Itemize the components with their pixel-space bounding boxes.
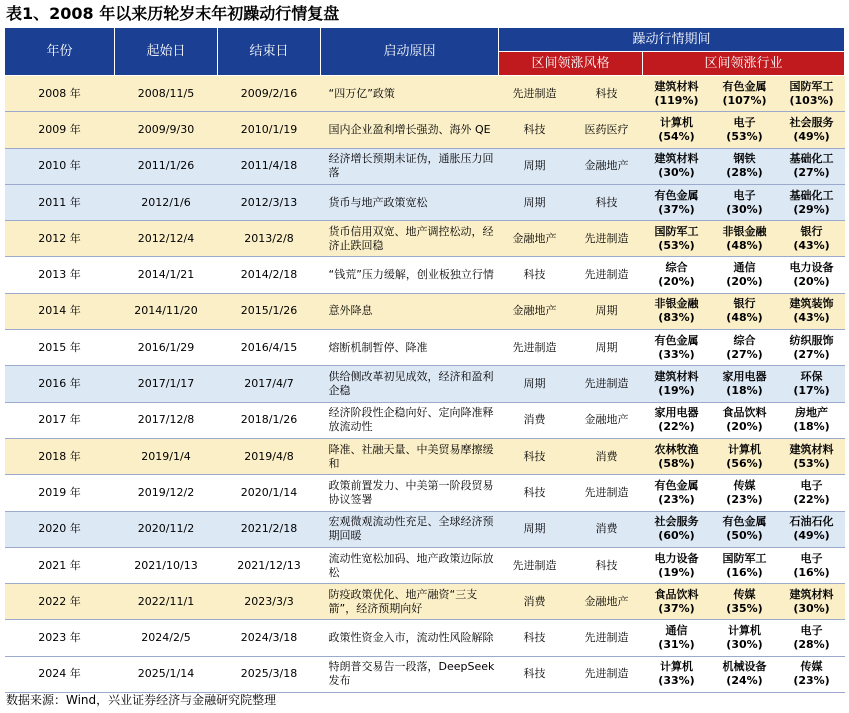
cell-industry-2 (711, 221, 779, 257)
cell-reason: 防疫政策优化、地产融资“三支箭”，经济预期向好 (321, 584, 499, 620)
cell-reason: 政策前置发力、中美第一阶段贸易协议签署 (321, 475, 499, 511)
cell-year: 2011 年 (5, 184, 115, 220)
cell-industry-1 (643, 475, 711, 511)
industry-name: 石油石化 (789, 515, 834, 529)
cell-style-1: 金融地产 (499, 293, 571, 329)
cell-industry-2 (711, 148, 779, 184)
industry-gain: (28%) (793, 638, 830, 652)
cell-industry-2 (711, 656, 779, 692)
cell-industry-2 (711, 402, 779, 438)
industry-gain: (54%) (658, 129, 695, 143)
cell-year: 2021 年 (5, 547, 115, 583)
industry-name: 传媒 (800, 660, 823, 674)
industry-name: 基础化工 (789, 152, 834, 166)
header-period: 躁动行情期间 (499, 28, 845, 52)
cell-industry-3 (779, 366, 845, 402)
table-row (5, 402, 845, 438)
industry-gain: (27%) (793, 347, 830, 361)
cell-reason: 特朗普交易告一段落，DeepSeek 发布 (321, 656, 499, 692)
industry-name: 电子 (800, 624, 823, 638)
cell-end: 2025/3/18 (218, 656, 321, 692)
industry-name: 综合 (665, 261, 688, 275)
industry-gain: (31%) (658, 638, 695, 652)
industry-gain: (23%) (726, 492, 763, 506)
cell-industry-1 (643, 293, 711, 329)
cell-industry-3 (779, 547, 845, 583)
cell-industry-3 (779, 584, 845, 620)
industry-gain: (18%) (726, 384, 763, 398)
cell-start: 2016/1/29 (115, 330, 218, 366)
industry-gain: (49%) (793, 129, 830, 143)
table-row (5, 620, 845, 656)
cell-start: 2011/1/26 (115, 148, 218, 184)
cell-style-2: 先进制造 (571, 257, 643, 293)
source-note: 数据来源：Wind，兴业证券经济与金融研究院整理 (6, 693, 277, 707)
cell-industry-2 (711, 330, 779, 366)
industry-gain: (22%) (658, 420, 695, 434)
cell-start: 2025/1/14 (115, 656, 218, 692)
industry-name: 房地产 (795, 406, 829, 420)
industry-name: 家用电器 (722, 370, 767, 384)
cell-style-2: 周期 (571, 293, 643, 329)
cell-style-1: 科技 (499, 438, 571, 474)
cell-industry-1 (643, 366, 711, 402)
cell-reason: 货币与地产政策宽松 (321, 184, 499, 220)
industry-name: 社会服务 (789, 115, 834, 129)
cell-reason: 熔断机制暂停、降准 (321, 330, 499, 366)
table-row (5, 184, 845, 220)
table-row (5, 656, 845, 692)
cell-industry-2 (711, 475, 779, 511)
cell-start: 2009/9/30 (115, 112, 218, 148)
cell-end: 2014/2/18 (218, 257, 321, 293)
cell-start: 2014/11/20 (115, 293, 218, 329)
table-row (5, 257, 845, 293)
industry-name: 机械设备 (722, 660, 767, 674)
cell-reason: 降准、社融天量、中美贸易摩擦缓和 (321, 438, 499, 474)
industry-name: 计算机 (728, 624, 761, 638)
industry-gain: (58%) (658, 456, 695, 470)
cell-reason: 意外降息 (321, 293, 499, 329)
industry-gain: (16%) (793, 565, 830, 579)
table-title: 表1、2008 年以来历轮岁末年初躁动行情复盘 (6, 4, 340, 23)
cell-reason: 流动性宽松加码、地产政策边际放松 (321, 547, 499, 583)
industry-name: 有色金属 (654, 188, 699, 202)
cell-start: 2022/11/1 (115, 584, 218, 620)
industry-name: 社会服务 (654, 515, 699, 529)
cell-industry-2 (711, 438, 779, 474)
cell-industry-3 (779, 475, 845, 511)
industry-gain: (22%) (793, 492, 830, 506)
cell-year: 2020 年 (5, 511, 115, 547)
cell-industry-1 (643, 184, 711, 220)
cell-reason: 宏观微观流动性充足、全球经济预期回暖 (321, 511, 499, 547)
cell-reason: 政策性资金入市，流动性风险解除 (321, 620, 499, 656)
header-reason: 启动原因 (321, 28, 499, 76)
cell-industry-2 (711, 293, 779, 329)
cell-start: 2012/12/4 (115, 221, 218, 257)
header-start: 起始日 (115, 28, 218, 76)
cell-start: 2024/2/5 (115, 620, 218, 656)
cell-year: 2023 年 (5, 620, 115, 656)
cell-end: 2016/4/15 (218, 330, 321, 366)
cell-style-2: 科技 (571, 547, 643, 583)
cell-year: 2022 年 (5, 584, 115, 620)
cell-year: 2009 年 (5, 112, 115, 148)
industry-name: 计算机 (728, 442, 761, 456)
industry-gain: (48%) (726, 238, 763, 252)
table-row (5, 511, 845, 547)
cell-end: 2015/1/26 (218, 293, 321, 329)
industry-gain: (20%) (658, 275, 695, 289)
cell-style-2: 先进制造 (571, 475, 643, 511)
cell-style-2: 周期 (571, 330, 643, 366)
industry-name: 家用电器 (654, 406, 699, 420)
industry-gain: (50%) (726, 529, 763, 543)
cell-end: 2018/1/26 (218, 402, 321, 438)
industry-name: 有色金属 (654, 333, 699, 347)
cell-style-1: 科技 (499, 257, 571, 293)
industry-name: 有色金属 (722, 79, 767, 93)
cell-end: 2011/4/18 (218, 148, 321, 184)
cell-industry-3 (779, 76, 845, 112)
industry-name: 建筑材料 (654, 370, 699, 384)
cell-industry-3 (779, 257, 845, 293)
cell-reason: 经济阶段性企稳向好、定向降准释放流动性 (321, 402, 499, 438)
cell-industry-2 (711, 547, 779, 583)
cell-style-2: 金融地产 (571, 584, 643, 620)
header-industry: 区间领涨行业 (643, 52, 845, 76)
industry-gain: (17%) (793, 384, 830, 398)
cell-style-1: 科技 (499, 620, 571, 656)
cell-industry-2 (711, 620, 779, 656)
industry-name: 非银金融 (654, 297, 699, 311)
cell-style-2: 金融地产 (571, 148, 643, 184)
industry-name: 建筑材料 (654, 152, 699, 166)
industry-gain: (30%) (793, 601, 830, 615)
industry-gain: (60%) (658, 529, 695, 543)
industry-name: 通信 (665, 624, 688, 638)
cell-industry-1 (643, 511, 711, 547)
cell-industry-1 (643, 221, 711, 257)
industry-gain: (37%) (658, 202, 695, 216)
industry-gain: (53%) (658, 238, 695, 252)
industry-gain: (103%) (789, 93, 834, 107)
cell-style-1: 周期 (499, 511, 571, 547)
table-row (5, 330, 845, 366)
industry-gain: (33%) (658, 347, 695, 361)
cell-style-2: 消费 (571, 511, 643, 547)
industry-name: 非银金融 (722, 224, 767, 238)
cell-industry-1 (643, 402, 711, 438)
cell-industry-1 (643, 257, 711, 293)
industry-name: 农林牧渔 (654, 442, 699, 456)
industry-name: 国防军工 (789, 79, 834, 93)
cell-industry-3 (779, 112, 845, 148)
cell-industry-2 (711, 76, 779, 112)
cell-year: 2017 年 (5, 402, 115, 438)
industry-gain: (119%) (654, 93, 699, 107)
cell-reason: 供给侧改革初见成效，经济和盈利企稳 (321, 366, 499, 402)
cell-year: 2019 年 (5, 475, 115, 511)
industry-gain: (30%) (658, 166, 695, 180)
industry-name: 食品饮料 (654, 587, 699, 601)
cell-industry-1 (643, 76, 711, 112)
industry-name: 银行 (733, 297, 756, 311)
table-row (5, 475, 845, 511)
cell-start: 2017/12/8 (115, 402, 218, 438)
cell-start: 2019/12/2 (115, 475, 218, 511)
cell-industry-1 (643, 438, 711, 474)
industry-name: 传媒 (733, 587, 756, 601)
cell-year: 2010 年 (5, 148, 115, 184)
industry-gain: (19%) (658, 565, 695, 579)
industry-gain: (20%) (793, 275, 830, 289)
cell-industry-2 (711, 584, 779, 620)
industry-gain: (56%) (726, 456, 763, 470)
industry-gain: (18%) (793, 420, 830, 434)
industry-name: 电力设备 (789, 261, 834, 275)
cell-style-1: 先进制造 (499, 330, 571, 366)
industry-gain: (53%) (726, 129, 763, 143)
industry-name: 环保 (800, 370, 823, 384)
cell-end: 2012/3/13 (218, 184, 321, 220)
table-row (5, 148, 845, 184)
industry-name: 电子 (800, 478, 823, 492)
cell-end: 2020/1/14 (218, 475, 321, 511)
industry-gain: (27%) (793, 166, 830, 180)
cell-end: 2024/3/18 (218, 620, 321, 656)
cell-style-2: 先进制造 (571, 221, 643, 257)
table-row (5, 584, 845, 620)
cell-industry-3 (779, 620, 845, 656)
cell-end: 2009/2/16 (218, 76, 321, 112)
cell-start: 2014/1/21 (115, 257, 218, 293)
cell-reason: 货币信用双宽、地产调控松动，经济止跌回稳 (321, 221, 499, 257)
cell-reason: 国内企业盈利增长强劲、海外 QE (321, 112, 499, 148)
industry-name: 电子 (733, 115, 756, 129)
cell-reason: “四万亿”政策 (321, 76, 499, 112)
cell-year: 2015 年 (5, 330, 115, 366)
cell-industry-3 (779, 221, 845, 257)
industry-name: 银行 (800, 224, 823, 238)
industry-gain: (30%) (726, 202, 763, 216)
cell-style-1: 科技 (499, 656, 571, 692)
industry-name: 食品饮料 (722, 406, 767, 420)
industry-gain: (24%) (726, 674, 763, 688)
cell-start: 2012/1/6 (115, 184, 218, 220)
industry-name: 电力设备 (654, 551, 699, 565)
cell-style-1: 金融地产 (499, 221, 571, 257)
industry-gain: (49%) (793, 529, 830, 543)
industry-name: 钢铁 (733, 152, 756, 166)
table-body (5, 76, 845, 693)
cell-industry-1 (643, 656, 711, 692)
industry-name: 纺织服饰 (789, 333, 834, 347)
cell-end: 2021/2/18 (218, 511, 321, 547)
cell-style-2: 先进制造 (571, 620, 643, 656)
industry-gain: (20%) (726, 275, 763, 289)
industry-gain: (23%) (658, 492, 695, 506)
cell-industry-3 (779, 402, 845, 438)
table-row (5, 547, 845, 583)
cell-year: 2012 年 (5, 221, 115, 257)
cell-style-1: 先进制造 (499, 547, 571, 583)
industry-gain: (33%) (658, 674, 695, 688)
cell-industry-1 (643, 330, 711, 366)
industry-gain: (107%) (722, 93, 767, 107)
cell-style-1: 消费 (499, 402, 571, 438)
cell-reason: 经济增长预期未证伪，通胀压力回落 (321, 148, 499, 184)
table-row (5, 76, 845, 112)
cell-style-2: 科技 (571, 184, 643, 220)
industry-gain: (16%) (726, 565, 763, 579)
cell-industry-1 (643, 584, 711, 620)
industry-name: 基础化工 (789, 188, 834, 202)
table-row (5, 221, 845, 257)
industry-name: 传媒 (733, 478, 756, 492)
industry-name: 计算机 (660, 660, 693, 674)
cell-year: 2013 年 (5, 257, 115, 293)
industry-name: 国防军工 (654, 224, 699, 238)
industry-name: 通信 (733, 261, 756, 275)
industry-gain: (53%) (793, 456, 830, 470)
industry-name: 综合 (733, 333, 756, 347)
cell-industry-1 (643, 112, 711, 148)
industry-gain: (23%) (793, 674, 830, 688)
industry-name: 建筑装饰 (789, 297, 834, 311)
header-end: 结束日 (218, 28, 321, 76)
cell-industry-3 (779, 293, 845, 329)
cell-industry-1 (643, 547, 711, 583)
cell-industry-2 (711, 511, 779, 547)
cell-industry-3 (779, 656, 845, 692)
cell-style-2: 消费 (571, 438, 643, 474)
table-row (5, 366, 845, 402)
cell-start: 2017/1/17 (115, 366, 218, 402)
header-year: 年份 (5, 28, 115, 76)
cell-year: 2018 年 (5, 438, 115, 474)
cell-end: 2023/3/3 (218, 584, 321, 620)
cell-style-1: 消费 (499, 584, 571, 620)
cell-year: 2024 年 (5, 656, 115, 692)
industry-gain: (35%) (726, 601, 763, 615)
industry-name: 电子 (800, 551, 823, 565)
industry-gain: (29%) (793, 202, 830, 216)
cell-start: 2020/11/2 (115, 511, 218, 547)
table-row (5, 438, 845, 474)
cell-year: 2014 年 (5, 293, 115, 329)
industry-name: 计算机 (660, 115, 693, 129)
cell-industry-3 (779, 511, 845, 547)
cell-style-1: 周期 (499, 184, 571, 220)
industry-name: 建筑材料 (654, 79, 699, 93)
industry-gain: (27%) (726, 347, 763, 361)
industry-gain: (43%) (793, 311, 830, 325)
header-style: 区间领涨风格 (499, 52, 643, 76)
industry-name: 建筑材料 (789, 442, 834, 456)
cell-start: 2021/10/13 (115, 547, 218, 583)
cell-style-2: 先进制造 (571, 656, 643, 692)
industry-gain: (30%) (726, 638, 763, 652)
cell-style-2: 先进制造 (571, 366, 643, 402)
cell-style-2: 科技 (571, 76, 643, 112)
industry-gain: (28%) (726, 166, 763, 180)
cell-industry-1 (643, 620, 711, 656)
industry-gain: (48%) (726, 311, 763, 325)
cell-year: 2016 年 (5, 366, 115, 402)
cell-end: 2010/1/19 (218, 112, 321, 148)
cell-industry-3 (779, 330, 845, 366)
cell-style-1: 先进制造 (499, 76, 571, 112)
cell-industry-1 (643, 148, 711, 184)
cell-industry-3 (779, 438, 845, 474)
cell-start: 2019/1/4 (115, 438, 218, 474)
industry-name: 有色金属 (722, 515, 767, 529)
cell-industry-2 (711, 257, 779, 293)
cell-year: 2008 年 (5, 76, 115, 112)
cell-style-1: 科技 (499, 112, 571, 148)
industry-gain: (20%) (726, 420, 763, 434)
cell-style-1: 周期 (499, 366, 571, 402)
cell-style-1: 周期 (499, 148, 571, 184)
industry-name: 建筑材料 (789, 587, 834, 601)
industry-gain: (19%) (658, 384, 695, 398)
industry-name: 国防军工 (722, 551, 767, 565)
industry-gain: (37%) (658, 601, 695, 615)
industry-name: 电子 (733, 188, 756, 202)
industry-gain: (83%) (658, 311, 695, 325)
cell-industry-3 (779, 148, 845, 184)
cell-style-1: 科技 (499, 475, 571, 511)
industry-gain: (43%) (793, 238, 830, 252)
cell-reason: “钱荒”压力缓解，创业板独立行情 (321, 257, 499, 293)
cell-style-2: 金融地产 (571, 402, 643, 438)
cell-end: 2017/4/7 (218, 366, 321, 402)
cell-industry-2 (711, 184, 779, 220)
table-row (5, 112, 845, 148)
industry-name: 有色金属 (654, 478, 699, 492)
cell-end: 2019/4/8 (218, 438, 321, 474)
cell-start: 2008/11/5 (115, 76, 218, 112)
cell-industry-3 (779, 184, 845, 220)
cell-style-2: 医药医疗 (571, 112, 643, 148)
cell-end: 2021/12/13 (218, 547, 321, 583)
cell-end: 2013/2/8 (218, 221, 321, 257)
cell-industry-2 (711, 112, 779, 148)
cell-industry-2 (711, 366, 779, 402)
rally-table (4, 27, 845, 693)
table-row (5, 293, 845, 329)
